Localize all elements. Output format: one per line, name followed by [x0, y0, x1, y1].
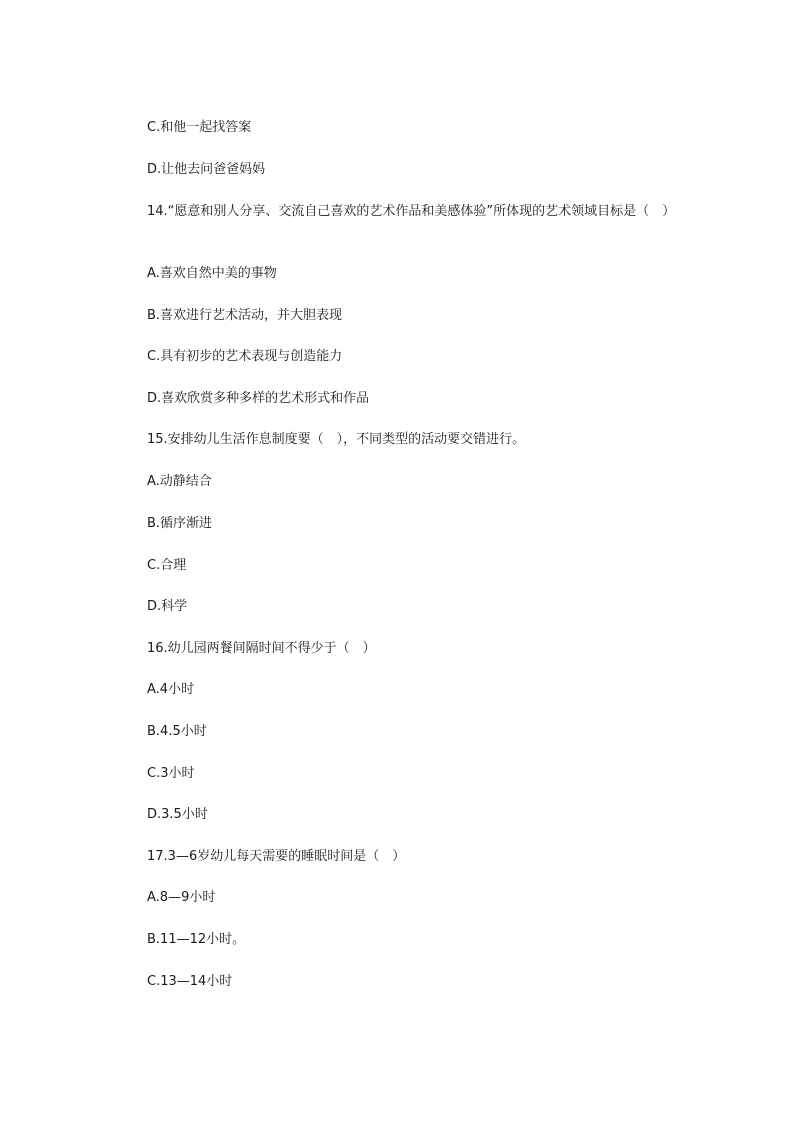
- option-17-a: A.8—9小时: [147, 890, 216, 905]
- question-16: 16.幼儿园两餐间隔时间不得少于（ ）: [147, 641, 376, 656]
- option-15-d: D.科学: [147, 599, 188, 614]
- option-16-b: B.4.5小时: [147, 724, 207, 739]
- option-16-a: A.4小时: [147, 682, 195, 697]
- option-15-c: C.合理: [147, 558, 187, 573]
- option-13-d: D.让他去问爸爸妈妈: [147, 162, 266, 177]
- option-16-c: C.3小时: [147, 766, 195, 781]
- question-17: 17.3—6岁幼儿每天需要的睡眠时间是（ ）: [147, 849, 406, 864]
- option-16-d: D.3.5小时: [147, 807, 208, 822]
- option-15-b: B.循序渐进: [147, 516, 213, 531]
- option-17-c: C.13—14小时: [147, 974, 233, 989]
- option-14-a: A.喜欢自然中美的事物: [147, 266, 277, 281]
- option-13-c: C.和他一起找答案: [147, 120, 252, 135]
- option-14-b: B.喜欢进行艺术活动，并大胆表现: [147, 308, 343, 323]
- question-15: 15.安排幼儿生活作息制度要（ ），不同类型的活动要交错进行。: [147, 432, 526, 447]
- question-14: 14.“愿意和别人分享、交流自己喜欢的艺术作品和美感体验”所体现的艺术领域目标是（ ）: [147, 204, 676, 219]
- option-14-c: C.具有初步的艺术表现与创造能力: [147, 349, 343, 364]
- option-14-d: D.喜欢欣赏多种多样的艺术形式和作品: [147, 391, 370, 406]
- option-15-a: A.动静结合: [147, 474, 212, 489]
- option-17-b: B.11—12小时。: [147, 932, 246, 947]
